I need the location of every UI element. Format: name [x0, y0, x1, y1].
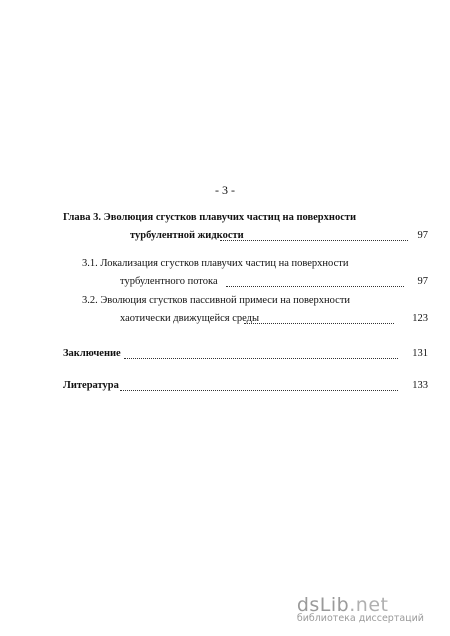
toc-section-3-2-title: 3.2. Эволюция сгустков пассивной примеси на поверхности [82, 295, 351, 306]
toc-dots [220, 240, 408, 241]
toc-literature-title: Литература [63, 380, 119, 391]
page-number: - 3 - [215, 183, 235, 197]
toc-dots [120, 390, 398, 391]
watermark [297, 594, 424, 624]
toc-section-3-2-title-cont: хаотически движущейся среды [120, 313, 260, 324]
toc-conclusion-title: Заключение [63, 348, 121, 359]
watermark-subtitle: библиотека диссертаций [296, 613, 424, 624]
toc-dots [226, 286, 404, 287]
toc-chapter-3-title-cont: турбулентной жидкости [130, 230, 244, 241]
toc-dots [124, 358, 398, 359]
toc-chapter-3-title: Глава 3. Эволюция сгустков плавучих частиц на поверхности [63, 212, 357, 223]
toc-chapter-3-page: 97 [417, 230, 428, 241]
toc-section-3-1-title-cont: турбулентного потока [120, 276, 218, 287]
toc-literature-page: 133 [412, 380, 428, 391]
toc-section-3-2-page: 123 [412, 313, 428, 324]
toc-conclusion-page: 131 [412, 348, 428, 359]
toc-section-3-1-page: 97 [417, 276, 428, 287]
toc-section-3-1-title: 3.1. Локализация сгустков плавучих частиц на поверхности [82, 258, 349, 269]
watermark-logo-main: dsLib [296, 594, 350, 616]
toc-dots [244, 323, 394, 324]
watermark-logo-tld: .net [349, 594, 389, 616]
